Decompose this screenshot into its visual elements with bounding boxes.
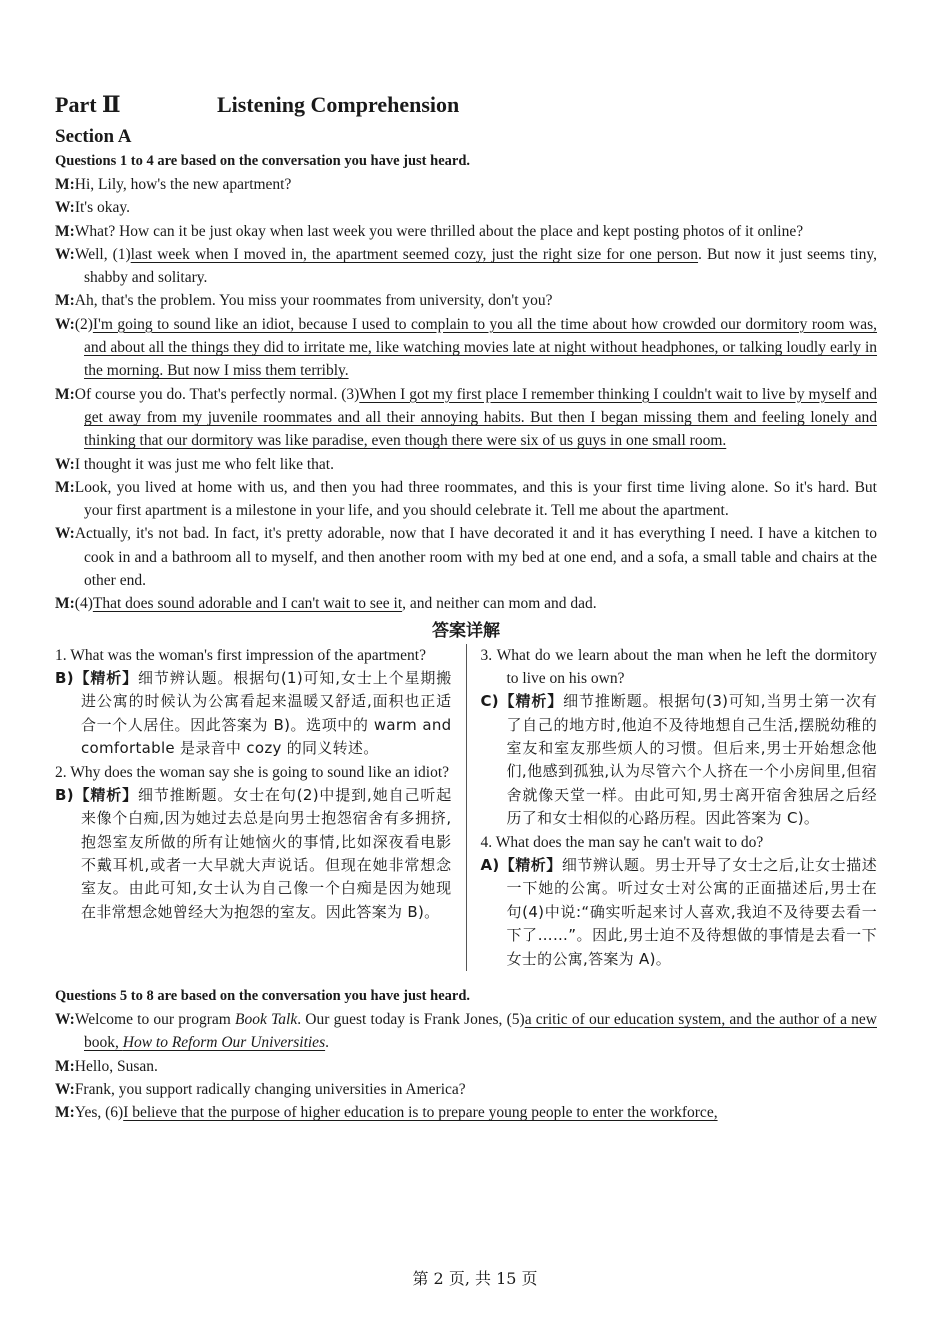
speaker: M: — [55, 478, 75, 496]
dialogue-line — [55, 383, 877, 453]
page-content — [55, 88, 877, 1124]
line-text: , and neither can mom and dad. — [402, 595, 597, 613]
section-title: Section A — [55, 126, 132, 147]
line-text: It's okay. — [74, 199, 130, 217]
speaker: M: — [55, 595, 75, 613]
speaker: M: — [55, 176, 75, 193]
speaker: M: — [55, 222, 75, 240]
answers-columns — [55, 644, 877, 971]
dialogue-line — [55, 220, 877, 243]
question: 2. Why does the woman say she is going to sound like an idiot? — [55, 763, 450, 781]
speaker: W: — [55, 525, 75, 543]
line-text: . — [325, 1034, 329, 1052]
speaker: W: — [55, 245, 75, 263]
dialogue-line — [55, 196, 877, 219]
conversation-2 — [55, 985, 877, 1124]
part-title: Listening Comprehension — [217, 92, 460, 117]
line-text: Well, (1) — [74, 245, 131, 263]
dialogue-line — [55, 1055, 877, 1078]
analysis-label: 【精析】 — [499, 855, 562, 874]
analysis-text: 细节辨认题。男士开导了女士之后,让女士描述一下她的公寓。听过女士对公寓的正面描述后,男士在句(4)中说:“确实听起来讨人喜欢,我迫不及待要去看一下了……”。因此,男士迫不及待想做的事情是去看一下女士的公寓,答案为 A)。 — [506, 855, 877, 968]
answers-left-column — [55, 644, 467, 971]
line-text: . Our guest today is Frank Jones, (5) — [297, 1011, 525, 1028]
line-text: Actually, it's not bad. In fact, it's pretty adorable, now that I have decorated it and it has everything I need. I have a kitchen to cook in and a bathroom all to myself, and then another room with my bed at one end, and a sofa, a small table and chairs at the other end. — [74, 525, 877, 590]
part-number: Part Ⅱ — [55, 92, 121, 117]
speaker: M: — [55, 385, 75, 403]
speaker: W: — [55, 315, 75, 333]
answer-letter: A) — [480, 855, 500, 874]
analysis-text: 细节辨认题。根据句(1)可知,女士上个星期搬进公寓的时候认为公寓看起来温暖又舒适,面积也正适合一个人居住。因此答案为 B)。选项中的 warm and comfortable 是录音中 cozy 的同义转述。 — [81, 668, 452, 758]
dialogue-line — [55, 522, 877, 592]
dialogue-line — [55, 289, 877, 312]
analysis-label: 【精析】 — [73, 668, 138, 687]
answer-explanation — [481, 690, 878, 830]
dialogue-line — [55, 1078, 877, 1101]
speaker: W: — [55, 1080, 75, 1098]
underlined-text: When I got my first place I remember thinking I couldn't wait to live by myself and get away from my juvenile roommates and all their annoying habits. But then I began missing them and feeling lonely and thinking that our dormitory was like paradise, even though there were six of us guys in one small room. — [84, 385, 877, 450]
answer-letter: B) — [55, 668, 74, 687]
line-text: Yes, (6) — [74, 1104, 124, 1122]
line-text: Frank, you support radically changing universities in America? — [74, 1080, 466, 1098]
speaker: M: — [55, 1104, 75, 1122]
line-text: What? How can it be just okay when last week you were thrilled about the place and kept posting photos of it online? — [74, 222, 804, 240]
line-text: (2) — [74, 315, 93, 333]
analysis-text: 细节推断题。根据句(3)可知,当男士第一次有了自己的地方时,他迫不及待地想自己生活,摆脱幼稚的室友和室友那些烦人的习惯。但后来,男士开始想念他们,他感到孤独,认为尽管六个人挤在一个小房间里,但宿舍就像天堂一样。由此可知,男士离开宿舍独居之后经历了和女士相似的心路历程。因此答案为 C)。 — [506, 692, 878, 828]
answers-title: 答案详解 — [432, 620, 500, 641]
answer-explanation — [55, 667, 452, 761]
analysis-text: 细节推断题。女士在句(2)中提到,她自己听起来像个白痴,因为她过去总是向男士抱怨宿舍有多拥挤,抱怨室友所做的所有让她恼火的事情,比如深夜看电影不戴耳机,或者一大早就大声说话。但现在她非常想念室友。由此可知,女士认为自己像一个白痴是因为她现在非常想念她曾经大为抱怨的室友。因此答案为 B)。 — [81, 785, 452, 921]
answer-explanation — [481, 854, 878, 971]
analysis-label: 【精析】 — [498, 692, 564, 711]
line-text: Ah, that's the problem. You miss your roommates from university, don't you? — [74, 292, 553, 310]
dialogue-line — [55, 453, 877, 476]
part-heading — [55, 88, 877, 122]
book-title: How to Reform Our Universities — [122, 1034, 326, 1052]
dialogue-line — [55, 476, 877, 523]
line-text: I thought it was just me who felt like that. — [74, 455, 334, 473]
analysis-label: 【精析】 — [73, 785, 138, 804]
question: 1. What was the woman's first impression of the apartment? — [55, 646, 426, 664]
answer-letter: C) — [480, 692, 499, 711]
line-text: Welcome to our program — [74, 1011, 236, 1028]
line-text: Of course you do. That's perfectly normal. (3) — [74, 385, 360, 403]
question: 4. What does the man say he can't wait to do? — [480, 833, 764, 851]
speaker: M: — [55, 1057, 75, 1075]
conversation-1 — [55, 173, 877, 616]
speaker: W: — [55, 1011, 75, 1028]
dialogue-line — [55, 1101, 877, 1124]
answer-explanation — [55, 784, 452, 924]
line-text: Hi, Lily, how's the new apartment? — [74, 176, 292, 193]
page-footer: 第 2 页, 共 15 页 — [412, 1269, 538, 1288]
line-text: Hello, Susan. — [74, 1057, 158, 1075]
answer-letter: B) — [55, 785, 74, 804]
line-text: Look, you lived at home with us, and then you had three roommates, and this is your first time living alone. So it's hard. But your first apartment is a milestone in your life, and you should celebrate it. Tell me about the apartment. — [74, 478, 877, 520]
underlined-text: a critic of our education system, and the author of a new book, How to Reform Our Universities — [84, 1011, 877, 1052]
dialogue-line — [55, 313, 877, 383]
underlined-text: last week when I moved in, the apartment seemed cozy, just the right size for one person — [130, 245, 699, 263]
dialogue-line — [55, 1008, 877, 1055]
dialogue-line — [55, 243, 877, 290]
underlined-text: That does sound adorable and I can't wait to see it — [92, 595, 403, 613]
line-text: . But now it just seems tiny, shabby and solitary. — [84, 245, 877, 287]
question: 3. What do we learn about the man when he left the dormitory to live on his own? — [480, 646, 877, 687]
speaker: W: — [55, 455, 75, 473]
questions-heading-2: Questions 5 to 8 are based on the conversation you have just heard. — [55, 988, 471, 1004]
program-name: Book Talk — [235, 1011, 298, 1028]
answers-right-column — [467, 644, 878, 971]
line-text: (4) — [74, 595, 93, 613]
underlined-text: I'm going to sound like an idiot, because I used to complain to you all the time about how crowded our dormitory room was, and about all the things they did to irritate me, like watching movies late at night without headphones, or talking loudly early in the morning. But now I miss them terribly. — [84, 315, 877, 380]
dialogue-line — [55, 592, 877, 615]
speaker: W: — [55, 199, 75, 217]
underlined-text: I believe that the purpose of higher education is to prepare young people to enter the workforce, — [123, 1104, 718, 1122]
questions-heading-1: Questions 1 to 4 are based on the conversation you have just heard. — [55, 153, 471, 169]
speaker: M: — [55, 292, 75, 310]
dialogue-line — [55, 173, 877, 196]
